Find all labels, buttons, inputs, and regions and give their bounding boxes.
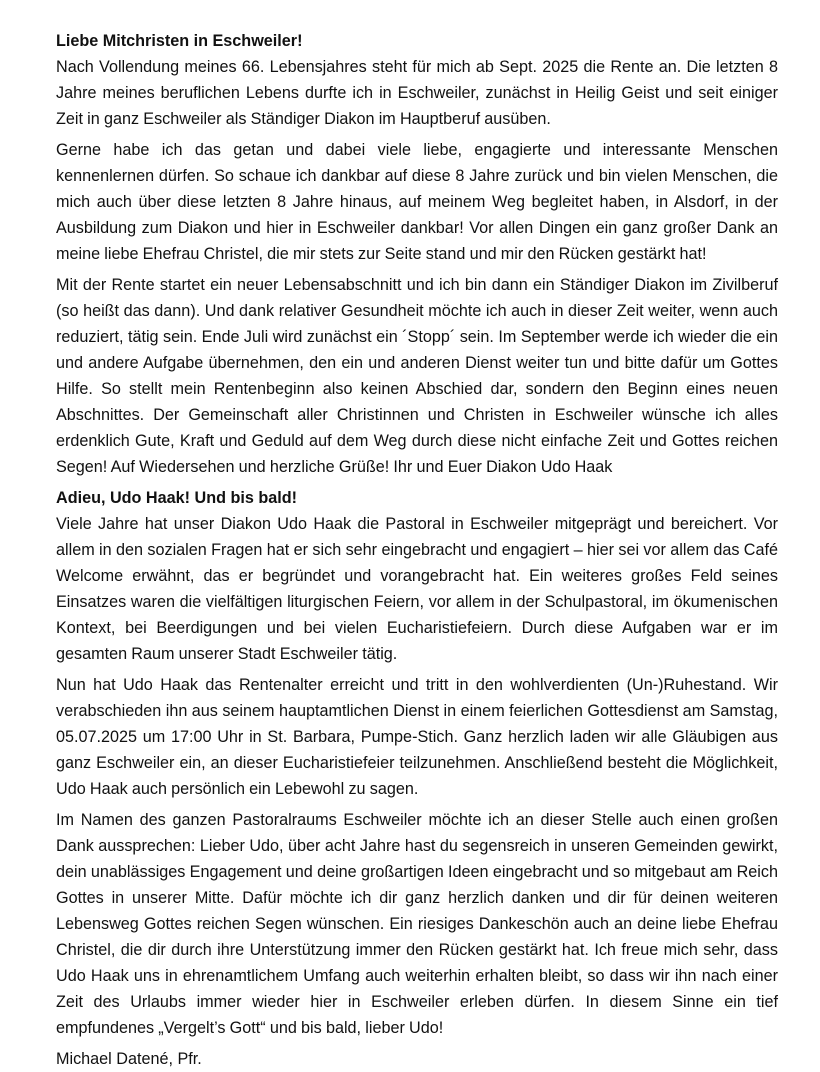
letter-heading: Liebe Mitchristen in Eschweiler! bbox=[56, 32, 303, 50]
farewell-section bbox=[56, 485, 778, 1072]
letter-paragraph-1: Nach Vollendung meines 66. Lebensjahres steht für mich ab Sept. 2025 die Rente an. Die letzten 8 Jahre meines beruflichen Lebens durfte ich in Eschweiler, zunächst in Heilig Geist und seit einiger Zeit in ganz Eschweiler als Ständiger Diakon im Hauptberuf ausüben. bbox=[56, 58, 778, 128]
signature: Michael Datené, Pfr. bbox=[56, 1050, 202, 1068]
letter-paragraph-2: Gerne habe ich das getan und dabei viele liebe, engagierte und interessante Menschen kennenlernen dürfen. So schaue ich dankbar auf diese 8 Jahre zurück und bin vielen Menschen, die mich auch über diese letzten 8 Jahre hinaus, auf meinem Weg begleitet haben, in Alsdorf, in der Ausbildung zum Diakon und hier in Eschweiler dankbar! Vor allen Dingen ein ganz großer Dank an meine liebe Ehefrau Christel, die mir stets zur Seite stand und mir den Rücken gestärkt hat! bbox=[56, 141, 778, 263]
letter-section bbox=[56, 28, 778, 480]
farewell-paragraph-3: Im Namen des ganzen Pastoralraums Eschweiler möchte ich an dieser Stelle auch einen großen Dank aussprechen: Lieber Udo, über acht Jahre hast du segensreich in unseren Gemeinden gewirkt, dein unablässiges Engagement und deine großartigen Ideen eingebracht und so mitgebaut am Reich Gottes in unserer Mitte. Dafür möchte ich dir ganz herzlich danken und dir für deinen weiteren Lebensweg Gottes reichen Segen wünschen. Ein riesiges Dankeschön auch an deine liebe Ehefrau Christel, die dir durch ihre Unterstützung immer den Rücken gestärkt hat. Ich freue mich sehr, dass Udo Haak uns in ehrenamtlichem Umfang auch weiterhin erhalten bleibt, so dass wir ihn nach einer Zeit des Urlaubs immer wieder hier in Eschweiler erleben dürfen. In diesem Sinne ein tief empfundenes „Vergelt’s Gott“ und bis bald, lieber Udo! bbox=[56, 811, 778, 1037]
farewell-paragraph-1: Viele Jahre hat unser Diakon Udo Haak die Pastoral in Eschweiler mitgeprägt und bereichert. Vor allem in den sozialen Fragen hat er sich sehr eingebracht und engagiert – hier sei vor allem das Café Welcome erwähnt, das er begründet und vorangebracht hat. Ein weiteres großes Feld seines Einsatzes waren die vielfältigen liturgischen Feiern, vor allem in der Schulpastoral, im ökumenischen Kontext, bei Beerdigungen und bei vielen Eucharistiefeiern. Durch diese Aufgaben war er im gesamten Raum unserer Stadt Eschweiler tätig. bbox=[56, 515, 778, 663]
farewell-paragraph-2: Nun hat Udo Haak das Rentenalter erreicht und tritt in den wohlverdienten (Un-)Ruhestand. Wir verabschieden ihn aus seinem hauptamtlichen Dienst in einem feierlichen Gottesdienst am Samstag, 05.07.2025 um 17:00 Uhr in St. Barbara, Pumpe-Stich. Ganz herzlich laden wir alle Gläubigen aus ganz Eschweiler ein, an dieser Eucharistiefeier teilzunehmen. Anschließend besteht die Möglichkeit, Udo Haak auch persönlich ein Lebewohl zu sagen. bbox=[56, 676, 778, 798]
letter-paragraph-3: Mit der Rente startet ein neuer Lebensabschnitt und ich bin dann ein Ständiger Diakon im Zivilberuf (so heißt das dann). Und dank relativer Gesundheit möchte ich auch in dieser Zeit weiter, wenn auch reduziert, tätig sein. Ende Juli wird zunächst ein ´Stopp´ sein. Im September werde ich wieder die ein und andere Aufgabe übernehmen, den ein und anderen Dienst weiter tun und bitte dafür um Gottes Hilfe. So stellt mein Rentenbeginn also keinen Abschied dar, sondern den Beginn eines neuen Abschnittes. Der Gemeinschaft aller Christinnen und Christen in Eschweiler wünsche ich alles erdenklich Gute, Kraft und Geduld auf dem Weg durch diese nicht einfache Zeit und Gottes reichen Segen! Auf Wiedersehen und herzliche Grüße! Ihr und Euer Diakon Udo Haak bbox=[56, 276, 778, 476]
document-page bbox=[56, 28, 778, 1072]
farewell-heading: Adieu, Udo Haak! Und bis bald! bbox=[56, 489, 298, 507]
